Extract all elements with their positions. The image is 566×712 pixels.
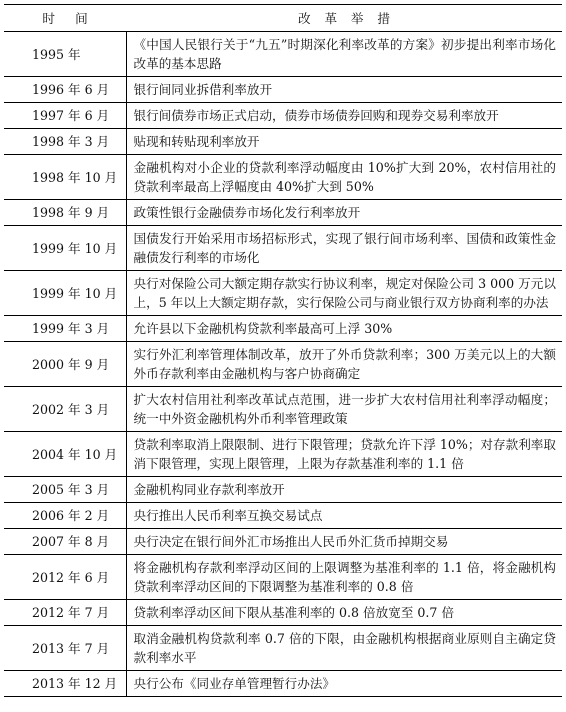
time-cell: 1999 年 3 月 — [4, 316, 126, 342]
table-row — [4, 342, 562, 387]
time-cell: 1998 年 9 月 — [4, 200, 126, 226]
time-cell: 1998 年 3 月 — [4, 129, 126, 155]
table-row — [4, 626, 562, 671]
measure-column-header: 改革举措 — [126, 5, 562, 32]
time-cell: 2013 年 7 月 — [4, 626, 126, 671]
measure-cell: 金融机构同业存款利率放开 — [126, 477, 562, 503]
table-row — [4, 503, 562, 529]
table-row — [4, 200, 562, 226]
time-cell: 2012 年 6 月 — [4, 555, 126, 600]
table-row — [4, 155, 562, 200]
measure-cell: 贷款利率取消上限限制、进行下限管理；贷款允许下浮 10%；对存款利率取消下限管理，实现上限管理，上限为存款基准利率的 1.1 倍 — [126, 432, 562, 477]
time-cell: 2005 年 3 月 — [4, 477, 126, 503]
measure-cell: 实行外汇利率管理体制改革，放开了外币贷款利率；300 万美元以上的大额外币存款利率由金融机构与客户协商确定 — [126, 342, 562, 387]
table-row — [4, 529, 562, 555]
time-cell: 2002 年 3 月 — [4, 387, 126, 432]
time-cell: 2007 年 8 月 — [4, 529, 126, 555]
reform-timeline-table — [4, 4, 562, 697]
measure-cell: 允许县以下金融机构贷款利率最高可上浮 30% — [126, 316, 562, 342]
time-column-header: 时间 — [4, 5, 126, 32]
time-cell: 2000 年 9 月 — [4, 342, 126, 387]
measure-cell: 贷款利率浮动区间下限从基准利率的 0.8 倍放宽至 0.7 倍 — [126, 600, 562, 626]
table-row — [4, 477, 562, 503]
table-row — [4, 432, 562, 477]
measure-cell: 金融机构对小企业的贷款利率浮动幅度由 10%扩大到 20%，农村信用社的贷款利率最高上浮幅度由 40%扩大到 50% — [126, 155, 562, 200]
measure-cell: 贴现和转贴现利率放开 — [126, 129, 562, 155]
measure-cell: 国债发行开始采用市场招标形式，实现了银行间市场利率、国债和政策性金融债发行利率的市场化 — [126, 226, 562, 271]
table-row — [4, 671, 562, 697]
measure-cell: 取消金融机构贷款利率 0.7 倍的下限，由金融机构根据商业原则自主确定贷款利率水平 — [126, 626, 562, 671]
time-cell: 2013 年 12 月 — [4, 671, 126, 697]
table-row — [4, 600, 562, 626]
time-cell: 1998 年 10 月 — [4, 155, 126, 200]
measure-cell: 扩大农村信用社利率改革试点范围，进一步扩大农村信用社利率浮动幅度；统一中外资金融机构外币利率管理政策 — [126, 387, 562, 432]
measure-cell: 央行推出人民币利率互换交易试点 — [126, 503, 562, 529]
time-cell: 1997 年 6 月 — [4, 103, 126, 129]
time-cell: 1999 年 10 月 — [4, 271, 126, 316]
table-row — [4, 77, 562, 103]
measure-cell: 央行决定在银行间外汇市场推出人民币外汇货币掉期交易 — [126, 529, 562, 555]
table-row — [4, 103, 562, 129]
measure-cell: 政策性银行金融债券市场化发行利率放开 — [126, 200, 562, 226]
time-cell: 1996 年 6 月 — [4, 77, 126, 103]
table-row — [4, 226, 562, 271]
measure-cell: 将金融机构存款利率浮动区间的上限调整为基准利率的 1.1 倍，将金融机构贷款利率浮动区间的下限调整为基准利率的 0.8 倍 — [126, 555, 562, 600]
table-row — [4, 129, 562, 155]
time-cell: 1995 年 — [4, 32, 126, 77]
time-cell: 1999 年 10 月 — [4, 226, 126, 271]
time-cell: 2012 年 7 月 — [4, 600, 126, 626]
measure-cell: 银行间债券市场正式启动，债券市场债券回购和现券交易利率放开 — [126, 103, 562, 129]
table-row — [4, 271, 562, 316]
measure-cell: 《中国人民银行关于“九五”时期深化利率改革的方案》初步提出利率市场化改革的基本思路 — [126, 32, 562, 77]
measure-cell: 央行对保险公司大额定期存款实行协议利率，规定对保险公司 3 000 万元以上，5 年以上大额定期存款，实行保险公司与商业银行双方协商利率的办法 — [126, 271, 562, 316]
table-row — [4, 316, 562, 342]
measure-cell: 央行公布《同业存单管理暂行办法》 — [126, 671, 562, 697]
time-cell: 2004 年 10 月 — [4, 432, 126, 477]
measure-cell: 银行间同业拆借利率放开 — [126, 77, 562, 103]
table-row — [4, 555, 562, 600]
table-row — [4, 387, 562, 432]
table-row — [4, 32, 562, 77]
time-cell: 2006 年 2 月 — [4, 503, 126, 529]
table-header-row — [4, 5, 562, 32]
